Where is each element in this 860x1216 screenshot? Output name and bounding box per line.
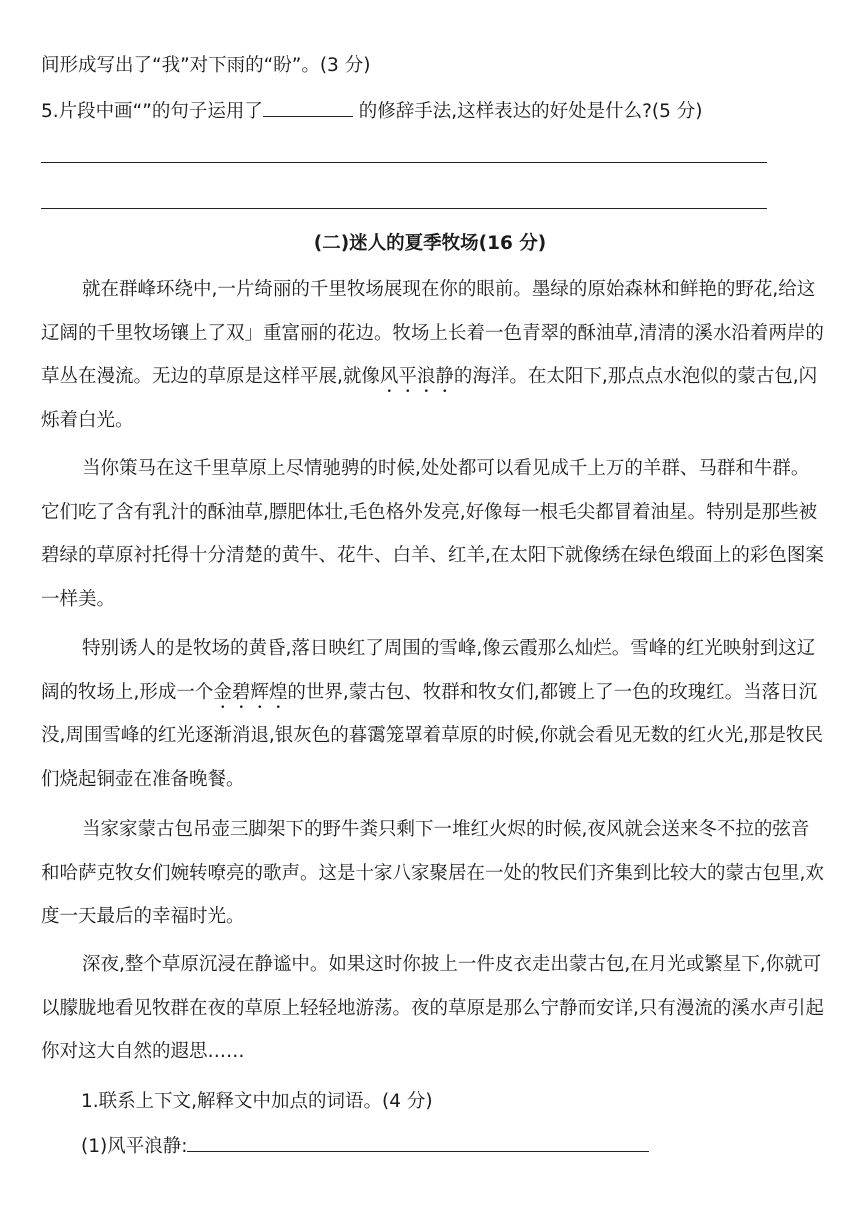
question-1-1 [81, 1138, 649, 1157]
question-5-prefix: 5.片段中画“”的句子运用了 [41, 101, 263, 122]
p3-text-b: 的世界,蒙古包、牧群和牧女们,都镀上了一色的玫瑰红。当落日沉没,周围雪峰的红光逐渐消退,银灰色的暮霭笼罩着草原的时候,你就会看见无数的红火光,那是牧民们烧起铜壶在准备晚餐。 [41, 681, 824, 790]
continued-question-text: 间形成写出了“我”对下雨的“盼”。(3 分) [41, 55, 371, 76]
passage-paragraph-2 [41, 447, 827, 621]
p3-text-a: 特别诱人的是牧场的黄昏,落日映红了周围的雪峰,像云霞那么灿烂。雪峰的红光映射到这辽阔的牧场上,形成一个 [41, 638, 816, 703]
question-5-suffix: 的修辞手法,这样表达的好处是什么?(5 分) [352, 101, 703, 122]
question-5-blank[interactable] [263, 116, 353, 117]
question-1-1-label: (1)风平浪静: [81, 1136, 188, 1157]
dotted-word-fengpinglangjing: 风平浪静 [379, 366, 454, 387]
passage-paragraph-4 [41, 808, 827, 939]
section-title: (二)迷人的夏季牧场(16 分) [313, 233, 547, 254]
dotted-word-jinbihuihuang: 金碧辉煌 [213, 681, 288, 703]
p1-text-b: 的海洋。在太阳下,那点点水泡似的蒙古包,闪烁着白光。 [41, 366, 818, 431]
p4-text: 当家家蒙古包吊壶三脚架下的野牛粪只剩下一堆红火烬的时候,夜风就会送来冬不拉的弦音和哈萨克牧女们婉转嘹亮的歌声。这是十家八家聚居在一处的牧民们齐集到比较大的蒙古包里,欢度一天最后的幸福时光。 [41, 819, 824, 927]
passage-paragraph-3 [41, 627, 827, 801]
question-5 [41, 103, 703, 122]
p1-text-a: 就在群峰环绕中,一片绮丽的千里牧场展现在你的眼前。墨绿的原始森林和鲜艳的野花,给这辽阔的千里牧场镶上了双」重富丽的花边。牧场上长着一色青翠的酥油草,清清的溪水沿着两岸的草丛在漫流。无边的草原是这样平展,就像 [41, 279, 824, 387]
answer-line-1[interactable] [41, 162, 767, 163]
passage-paragraph-5 [41, 943, 827, 1074]
p5-text: 深夜,整个草原沉浸在静谧中。如果这时你披上一件皮衣走出蒙古包,在月光或繁星下,你就可以朦胧地看见牧群在夜的草原上轻轻地游荡。夜的草原是那么宁静而安详,只有漫流的溪水声引起你对这大自然的遐思…… [41, 954, 824, 1062]
answer-line-2[interactable] [41, 208, 767, 209]
question-1: 1.联系上下文,解释文中加点的词语。(4 分) [81, 1091, 433, 1112]
p2-text: 当你策马在这千里草原上尽情驰骋的时候,处处都可以看见成千上万的羊群、马群和牛群。它们吃了含有乳汁的酥油草,膘肥体壮,毛色格外发亮,好像每一根毛尖都冒着油星。特别是那些被碧绿的草原衬托得十分清楚的黄牛、花牛、白羊、红羊,在太阳下就像绣在绿色缎面上的彩色图案一样美。 [41, 458, 824, 610]
question-1-1-blank[interactable] [187, 1151, 649, 1152]
passage-paragraph-1 [41, 268, 827, 442]
